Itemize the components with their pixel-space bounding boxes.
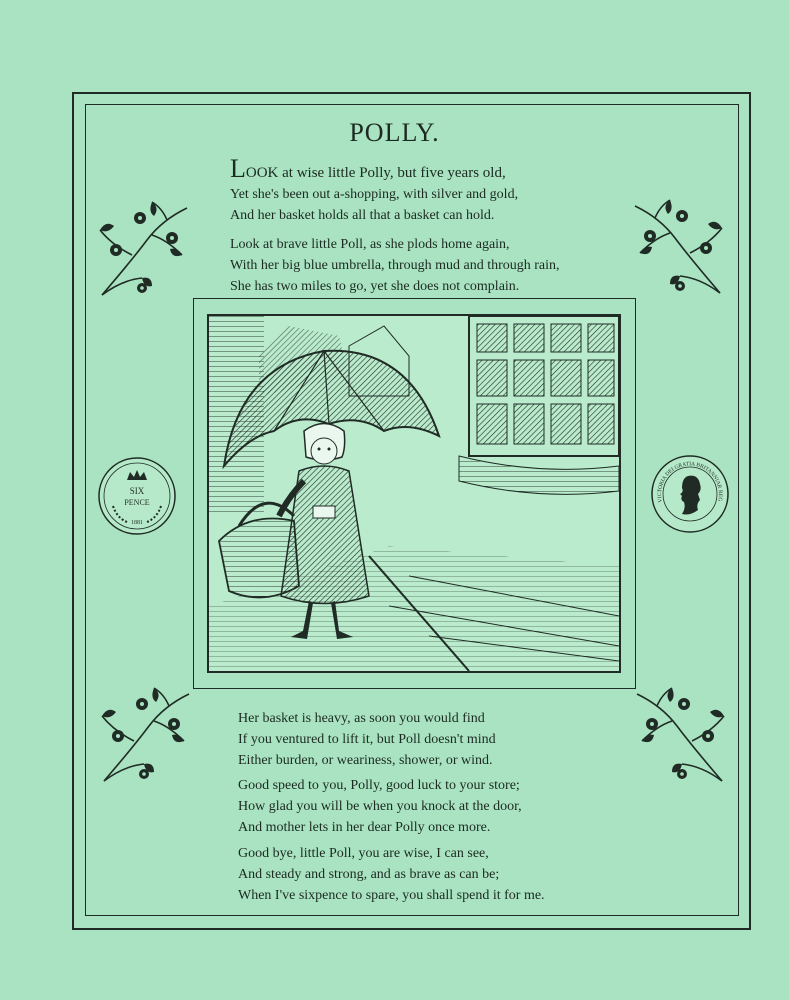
- stanza-3: [238, 708, 496, 771]
- polly-illustration: [207, 314, 621, 673]
- stanza-2-line-2: With her big blue umbrella, through mud and through rain,: [230, 258, 560, 273]
- drop-cap: L: [230, 154, 246, 183]
- stanza-4: [238, 775, 522, 838]
- stanza-5-line-3: When I've sixpence to spare, you shall spend it for me.: [238, 888, 545, 903]
- coin-text-six: SIX: [129, 486, 145, 496]
- stanza-5: [238, 843, 545, 906]
- stanza-2: [230, 234, 560, 297]
- stanza-3-line-2: If you ventured to lift it, but Poll doesn't mind: [238, 732, 496, 747]
- stanza-3-line-1: Her basket is heavy, as soon you would find: [238, 711, 485, 726]
- stanza-4-line-2: How glad you will be when you knock at the door,: [238, 799, 522, 814]
- floral-ornament-top-right: [630, 198, 730, 298]
- stanza-4-line-1: Good speed to you, Polly, good luck to your store;: [238, 778, 520, 793]
- coin-legend: VICTORIA DEI GRATIA BRITANNIAR REG: [656, 461, 724, 503]
- stanza-4-line-3: And mother lets in her dear Polly once more.: [238, 820, 491, 835]
- poem-title: POLLY.: [349, 118, 440, 147]
- floral-ornament-top-left: [92, 200, 192, 300]
- stanza-1-line-2: Yet she's been out a-shopping, with silver and gold,: [230, 187, 519, 202]
- stanza-5-line-2: And steady and strong, and as brave as can be;: [238, 867, 500, 882]
- floral-ornament-bottom-right: [632, 686, 732, 786]
- stanza-1: [230, 154, 519, 226]
- stanza-5-line-1: Good bye, little Poll, you are wise, I can see,: [238, 846, 489, 861]
- stanza-1-line-3: And her basket holds all that a basket can hold.: [230, 208, 495, 223]
- queen-victoria-coin: [650, 454, 730, 534]
- sixpence-coin: [97, 456, 177, 536]
- stanza-2-line-3: She has two miles to go, yet she does not complain.: [230, 279, 520, 294]
- coin-text-pence: PENCE: [124, 498, 150, 507]
- floral-ornament-bottom-left: [94, 686, 194, 786]
- coin-year: 1881: [131, 520, 143, 526]
- stanza-2-line-1: Look at brave little Poll, as she plods home again,: [230, 237, 510, 252]
- stanza-3-line-3: Either burden, or weariness, shower, or wind.: [238, 753, 493, 768]
- stanza-1-line-1: LOOK at wise little Polly, but five years old,: [230, 154, 506, 183]
- basket: [219, 503, 299, 597]
